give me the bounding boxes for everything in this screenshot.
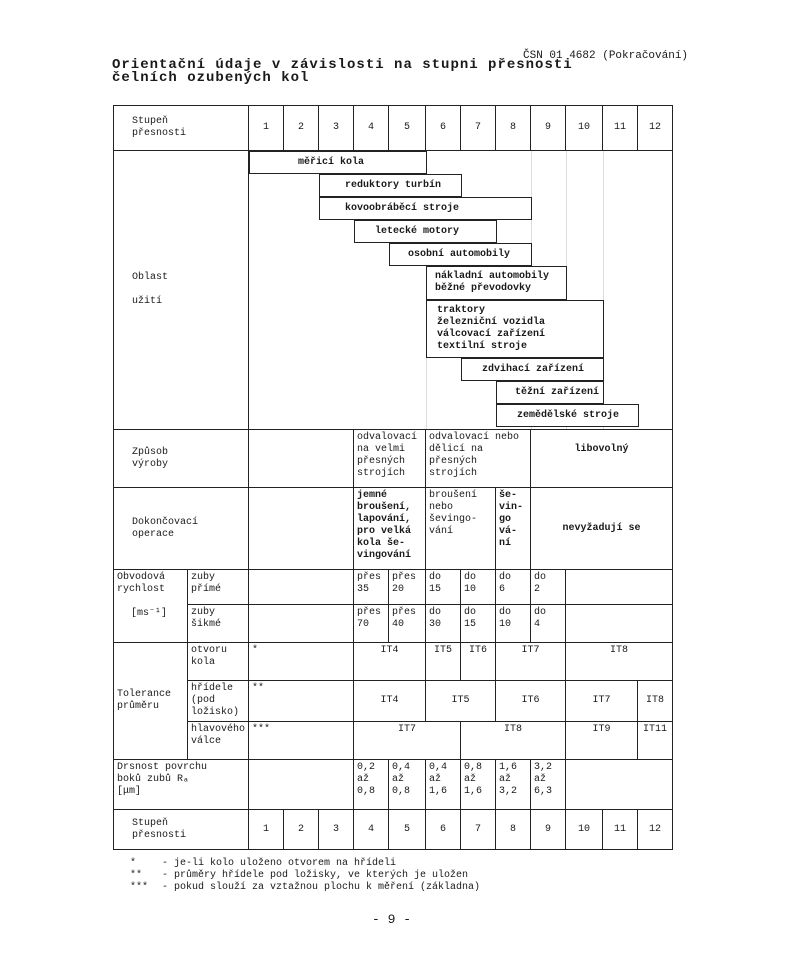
footnote [130, 858, 480, 870]
hridele-label: hřídele (pod ložisko) [188, 681, 249, 722]
value-cell: 0,2 až 0,8 [354, 760, 389, 810]
grade-footer-row [114, 810, 673, 850]
hridele-it: IT6 [496, 681, 566, 722]
grade-5: 5 [389, 810, 426, 850]
usage-bar: nákladní automobily běžné převodovky [426, 266, 567, 300]
usage-bar: zdvihací zařízení [461, 358, 604, 381]
hlavoveho-label: hlavového válce [188, 722, 249, 760]
otvoru-it: IT6 [461, 643, 496, 681]
dokoncovaci-row [114, 488, 673, 570]
grade-2: 2 [284, 106, 319, 151]
value-cell: do 10 [496, 605, 531, 643]
zpusob-row [114, 430, 673, 488]
standard-reference: ČSN 01 4682 (Pokračování) [523, 50, 689, 62]
footnote [130, 882, 480, 894]
footnote-mark: ** [130, 870, 143, 881]
hridele-mark: ** [249, 681, 354, 722]
grade-6: 6 [426, 106, 461, 151]
value-cell: 0,8 až 1,6 [461, 760, 496, 810]
grade-header-row [114, 106, 673, 151]
tolerance-hridele-row [114, 681, 673, 722]
grade-2: 2 [284, 810, 319, 850]
otvoru-mark: * [249, 643, 354, 681]
value-cell: přes 35 [354, 570, 389, 605]
zpusob-4-5: odvalovací na velmi přesných strojích [354, 430, 426, 488]
value-cell: do 4 [531, 605, 566, 643]
usage-bar: zemědělské stroje [496, 404, 639, 427]
grade-label: Stupeň přesnosti [114, 810, 249, 850]
value-cell: 0,4 až 0,8 [389, 760, 426, 810]
prime-label: zuby přímé [188, 570, 249, 605]
hridele-it: IT7 [566, 681, 638, 722]
usage-bar: osobní automobily [389, 243, 532, 266]
grade-9: 9 [531, 810, 566, 850]
grade-8: 8 [496, 810, 531, 850]
empty-cell [566, 605, 673, 643]
tolerance-hlavoveho-row [114, 722, 673, 760]
page-title [112, 59, 573, 85]
dokoncovaci-8: še- vin- go vá- ní [496, 488, 531, 570]
empty-cell [249, 488, 354, 570]
grade-12: 12 [638, 106, 673, 151]
grade-label: Stupeň přesnosti [114, 106, 249, 151]
grade-1: 1 [249, 810, 284, 850]
grade-10: 10 [566, 810, 603, 850]
value-cell: do 10 [461, 570, 496, 605]
grade-3: 3 [319, 810, 354, 850]
hlavoveho-it: IT11 [638, 722, 673, 760]
footnote [130, 870, 480, 882]
tolerance-label: Tolerance průměru [114, 643, 188, 760]
title-line-2: čelních ozubených kol [112, 70, 310, 86]
otvoru-it: IT4 [354, 643, 426, 681]
hridele-it: IT8 [638, 681, 673, 722]
drsnost-label: Drsnost povrchu boků zubů Rₐ [μm] [114, 760, 249, 810]
rychlost-prime-row [114, 570, 673, 605]
usage-bar: měřicí kola [249, 151, 427, 174]
rychlost-sikme-row [114, 605, 673, 643]
grade-6: 6 [426, 810, 461, 850]
empty-cell [249, 605, 354, 643]
footnote-text: - je-li kolo uloženo otvorem na hřídeli [162, 858, 397, 869]
value-cell: do 15 [461, 605, 496, 643]
empty-cell [566, 570, 673, 605]
value-cell: 3,2 až 6,3 [531, 760, 566, 810]
grade-8: 8 [496, 106, 531, 151]
grade-1: 1 [249, 106, 284, 151]
zpusob-6-8: odvalovací nebo dělicí na přesných strojích [426, 430, 531, 488]
otvoru-label: otvoru kola [188, 643, 249, 681]
precision-table [113, 105, 673, 850]
value-cell: přes 20 [389, 570, 426, 605]
empty-cell [249, 570, 354, 605]
hridele-it: IT4 [354, 681, 426, 722]
rychlost-label-text: Obvodová rychlost [117, 572, 166, 595]
oblast-label: Oblast užití [114, 151, 249, 430]
usage-bar: reduktory turbín [319, 174, 462, 197]
hlavoveho-it: IT9 [566, 722, 638, 760]
value-cell: 1,6 až 3,2 [496, 760, 531, 810]
zpusob-label: Způsob výroby [114, 430, 249, 488]
empty-cell [249, 760, 354, 810]
footnotes [130, 858, 480, 894]
footnote-text: - průměry hřídele pod ložisky, ve kterých je uložen [162, 870, 469, 881]
value-cell: do 30 [426, 605, 461, 643]
hridele-it: IT5 [426, 681, 496, 722]
rychlost-unit: [ms⁻¹] [131, 608, 168, 619]
otvoru-it: IT5 [426, 643, 461, 681]
usage-bar: traktory železniční vozidla válcovací zařízení textilní stroje [426, 300, 604, 358]
title-line-1: Orientační údaje v závislosti na stupni přesnosti [112, 57, 573, 73]
grade-11: 11 [603, 106, 638, 151]
dokoncovaci-9-12: nevyžadují se [531, 488, 673, 570]
value-cell: do 2 [531, 570, 566, 605]
dokoncovaci-label: Dokončovací operace [114, 488, 249, 570]
page-number: - 9 - [372, 912, 412, 927]
grade-9: 9 [531, 106, 566, 151]
oblast-chart [249, 151, 673, 430]
value-cell: přes 70 [354, 605, 389, 643]
grade-7: 7 [461, 106, 496, 151]
value-cell: přes 40 [389, 605, 426, 643]
otvoru-it: IT7 [496, 643, 566, 681]
drsnost-row [114, 760, 673, 810]
hlavoveho-it: IT7 [354, 722, 461, 760]
value-cell: 0,4 až 1,6 [426, 760, 461, 810]
rychlost-label [114, 570, 188, 643]
dokoncovaci-4-5: jemné broušení, lapování, pro velká kola še- vingování [354, 488, 426, 570]
hlavoveho-it: IT8 [461, 722, 566, 760]
sikme-label: zuby šikmé [188, 605, 249, 643]
empty-cell [566, 760, 673, 810]
grade-5: 5 [389, 106, 426, 151]
otvoru-it: IT8 [566, 643, 673, 681]
grade-11: 11 [603, 810, 638, 850]
oblast-row [114, 151, 673, 430]
usage-bar: těžní zařízení [496, 381, 604, 404]
footnote-text: - pokud slouží za vztažnou plochu k měření (základna) [162, 882, 481, 893]
hlavoveho-mark: *** [249, 722, 354, 760]
dokoncovaci-6-7: broušení nebo ševingo- vání [426, 488, 496, 570]
value-cell: do 6 [496, 570, 531, 605]
footnote-mark: *** [130, 882, 149, 893]
tolerance-otvoru-row [114, 643, 673, 681]
empty-cell [249, 430, 354, 488]
zpusob-9-12: libovolný [531, 430, 673, 488]
value-cell: do 15 [426, 570, 461, 605]
grade-7: 7 [461, 810, 496, 850]
grade-4: 4 [354, 810, 389, 850]
grade-4: 4 [354, 106, 389, 151]
footnote-mark: * [130, 858, 137, 869]
grade-10: 10 [566, 106, 603, 151]
grade-3: 3 [319, 106, 354, 151]
usage-bar: kovoobráběcí stroje [319, 197, 532, 220]
grade-12: 12 [638, 810, 673, 850]
usage-bar: letecké motory [354, 220, 497, 243]
